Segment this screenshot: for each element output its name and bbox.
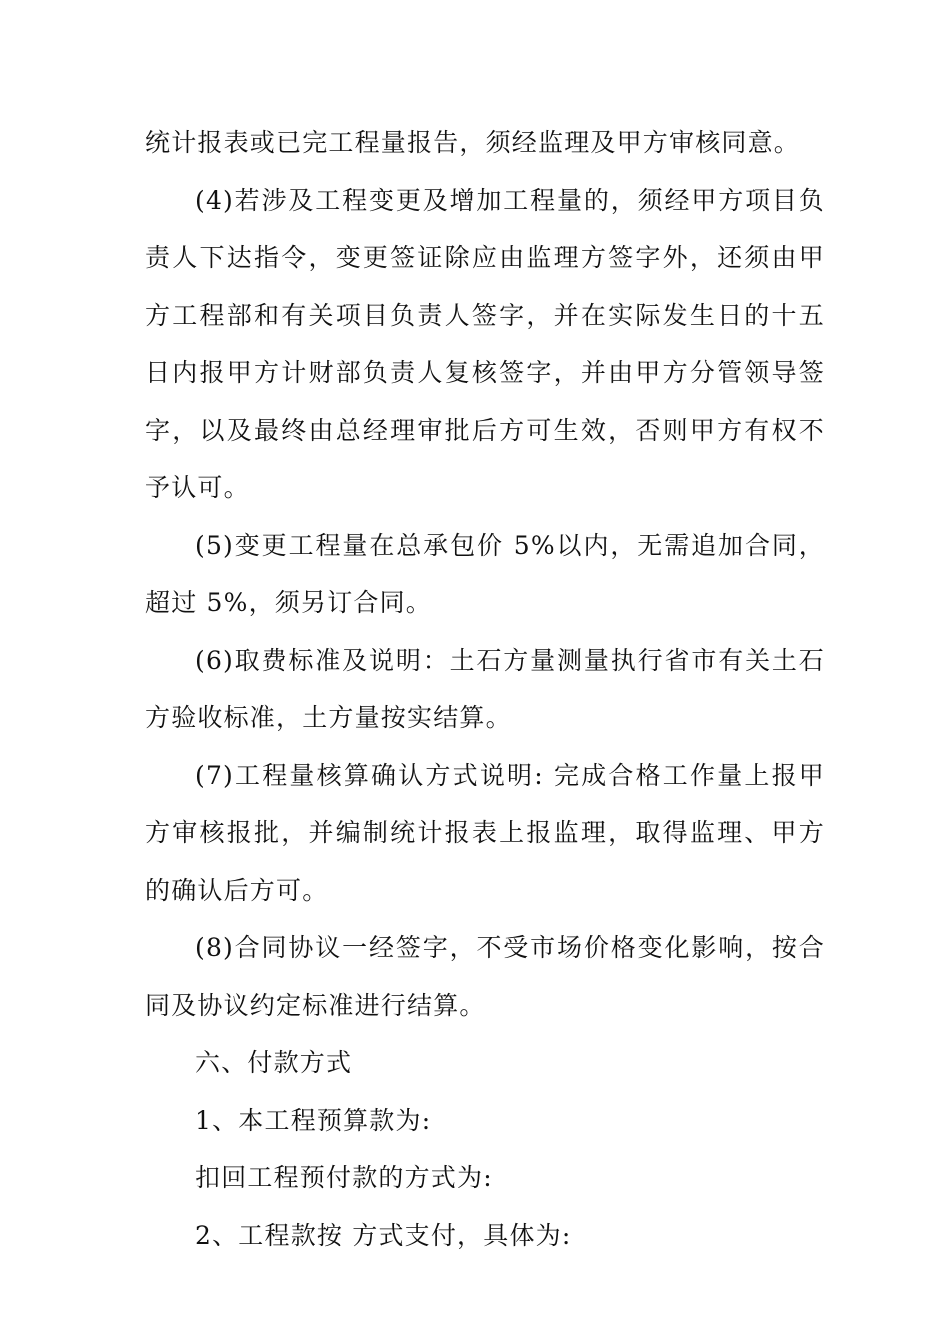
paragraph-item-6: (6)取费标准及说明：土石方量测量执行省市有关土石方验收标准，土方量按实结算。 (145, 645, 825, 732)
paragraph-item-4: (4)若涉及工程变更及增加工程量的，须经甲方项目负责人下达指令，变更签证除应由监理方签字外，还须由甲方工程部和有关项目负责人签字，并在实际发生日的十五日内报甲方计财部负责人复核签字，并由甲方分管领导签字，以及最终由总经理审批后方可生效，否则甲方有权不予认可。 (145, 185, 825, 502)
section-heading-payment: 六、付款方式 (195, 1048, 353, 1077)
paragraph-continuation: 统计报表或已完工程量报告，须经监理及甲方审核同意。 (145, 128, 801, 157)
document-body (145, 114, 825, 1264)
paragraph-payment-method: 2、工程款按 方式支付，具体为: (195, 1220, 572, 1250)
paragraph-item-5: (5)变更工程量在总承包价 5%以内，无需追加合同，超过 5%，须另订合同。 (145, 530, 825, 617)
paragraph-budget: 1、本工程预算款为: (195, 1105, 432, 1135)
paragraph-item-7: (7)工程量核算确认方式说明: 完成合格工作量上报甲方审核报批，并编制统计报表上报监理，取得监理、甲方的确认后方可。 (145, 760, 825, 905)
paragraph-item-8: (8)合同协议一经签字，不受市场价格变化影响，按合同及协议约定标准进行结算。 (145, 933, 825, 1020)
paragraph-prepayment: 扣回工程预付款的方式为: (195, 1163, 493, 1192)
